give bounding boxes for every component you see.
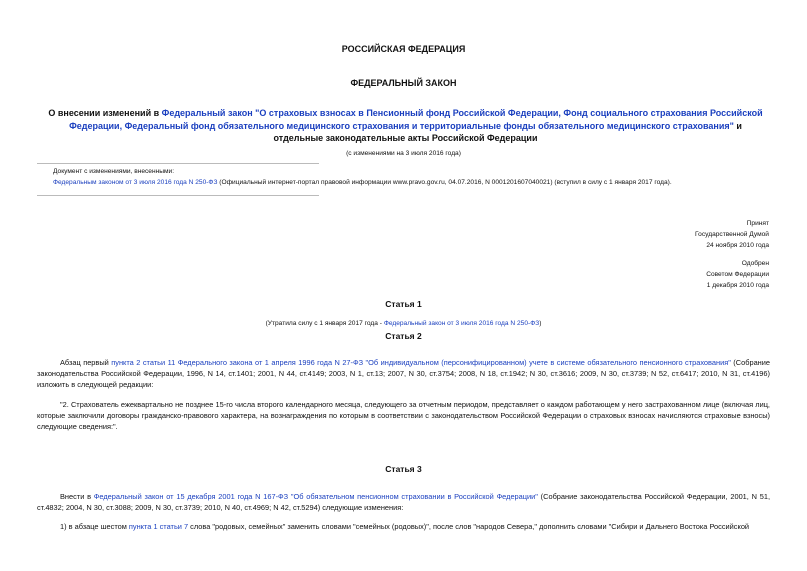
doc-changes-entry <box>53 179 773 186</box>
article-2-heading: Статья 2 <box>385 331 422 341</box>
article-3-p2-suffix: слова "родовых, семейных" заменить словами "семейных (родовых)", после слов "народов Севера," дополнить словами "Сибири и Дальнего Востока Российской <box>188 522 750 531</box>
title-link[interactable]: Федеральный закон "О страховых взносах в Пенсионный фонд Российской Федерации, Фонд социального страхования Российской Федерации, Федеральный фонд обязательного медицинского страхования и территориальные фонды обязательного медицинского страхования" <box>69 108 763 131</box>
title-suffix: и отдельные законодательные акты Российской Федерации <box>273 120 742 143</box>
article-2-paragraph-1 <box>37 357 770 390</box>
article-3-p2-link[interactable]: пункта 1 статьи 7 <box>128 522 189 531</box>
article-1-note-link[interactable]: Федеральный закон от 3 июля 2016 года N 250-ФЗ <box>383 320 540 327</box>
adopted-line-1: Принят <box>746 220 769 227</box>
adopted-line-3: 24 ноября 2010 года <box>706 242 769 249</box>
divider-top <box>37 163 319 164</box>
law-title <box>48 107 763 145</box>
adopted-block <box>695 218 769 251</box>
doc-changes-rest: (Официальный интернет-портал правовой информации www.pravo.gov.ru, 04.07.2016, N 0001201607040021) (вступил в силу с 1 января 2017 года). <box>217 179 672 186</box>
article-2-p1-prefix: Абзац первый <box>60 358 112 367</box>
country-heading: РОССИЙСКАЯ ФЕДЕРАЦИЯ <box>341 44 466 54</box>
article-1-note <box>0 320 807 327</box>
divider-bottom <box>37 195 319 196</box>
doc-changes-link[interactable]: Федеральным законом от 3 июля 2016 года N 250-ФЗ <box>53 179 218 186</box>
approved-line-3: 1 декабря 2010 года <box>706 282 769 289</box>
article-1-note-suffix: ) <box>539 320 542 327</box>
amendment-note: (с изменениями на 3 июля 2016 года) <box>346 150 461 157</box>
title-prefix: О внесении изменений в <box>48 108 162 118</box>
approved-block <box>706 258 769 291</box>
article-1-note-prefix: (Утратила силу с 1 января 2017 года - <box>265 320 384 327</box>
article-3-p1-prefix: Внести в <box>60 492 94 501</box>
article-3-p2-prefix: 1) в абзаце шестом <box>60 522 129 531</box>
article-1-heading: Статья 1 <box>385 299 422 309</box>
adopted-line-2: Государственной Думой <box>695 231 769 238</box>
approved-line-1: Одобрен <box>741 260 769 267</box>
article-2-p1-suffix: (Собрание законодательства Российской Федерации, 1996, N 14, ст.1401; 2001, N 44, ст.4149; 2003, N 1, ст.13; 2007, N 30, ст.3754; 2008, N 18, ст.1942; N 30, ст.3616; 2009, N 30, ст.3739; N 52, ст.6417; 2010, N 31, ст.4196) изложить в следующей редакции: <box>37 358 770 389</box>
article-2-p1-link[interactable]: пункта 2 статьи 11 Федерального закона от 1 апреля 1996 года N 27-ФЗ "Об индивидуальном (персонифицированном) учете в системе обязательного пенсионного страхования" <box>111 358 731 367</box>
doc-changes-label: Документ с изменениями, внесенными: <box>53 168 175 175</box>
article-3-p1-link[interactable]: Федеральный закон от 15 декабря 2001 года N 167-ФЗ "Об обязательном пенсионном страховании в Российской Федерации" <box>93 492 538 501</box>
approved-line-2: Советом Федерации <box>706 271 769 278</box>
article-3-heading: Статья 3 <box>385 464 422 474</box>
article-3-paragraph-1 <box>37 491 770 513</box>
article-3-p1-suffix: (Собрание законодательства Российской Федерации, 2001, N 51, ст.4832; 2004, N 30, ст.3088; 2009, N 30, ст.3739; 2010, N 40, ст.4969; N 42, ст.5294) следующие изменения: <box>37 492 770 512</box>
law-type-heading: ФЕДЕРАЛЬНЫЙ ЗАКОН <box>350 78 457 88</box>
article-3-paragraph-2 <box>37 521 770 532</box>
article-2-quote: "2. Страхователь ежеквартально не позднее 15-го числа второго календарного месяца, следующего за отчетным периодом, представляет о каждом работающем у него застрахованном лице (включая лиц, которые заключили договоры гражданско-правового характера, на вознаграждения по которым в соответствии с законодательством Российской Федерации о страховых взносах начисляются страховые взносы) следующие сведения:". <box>37 400 770 431</box>
